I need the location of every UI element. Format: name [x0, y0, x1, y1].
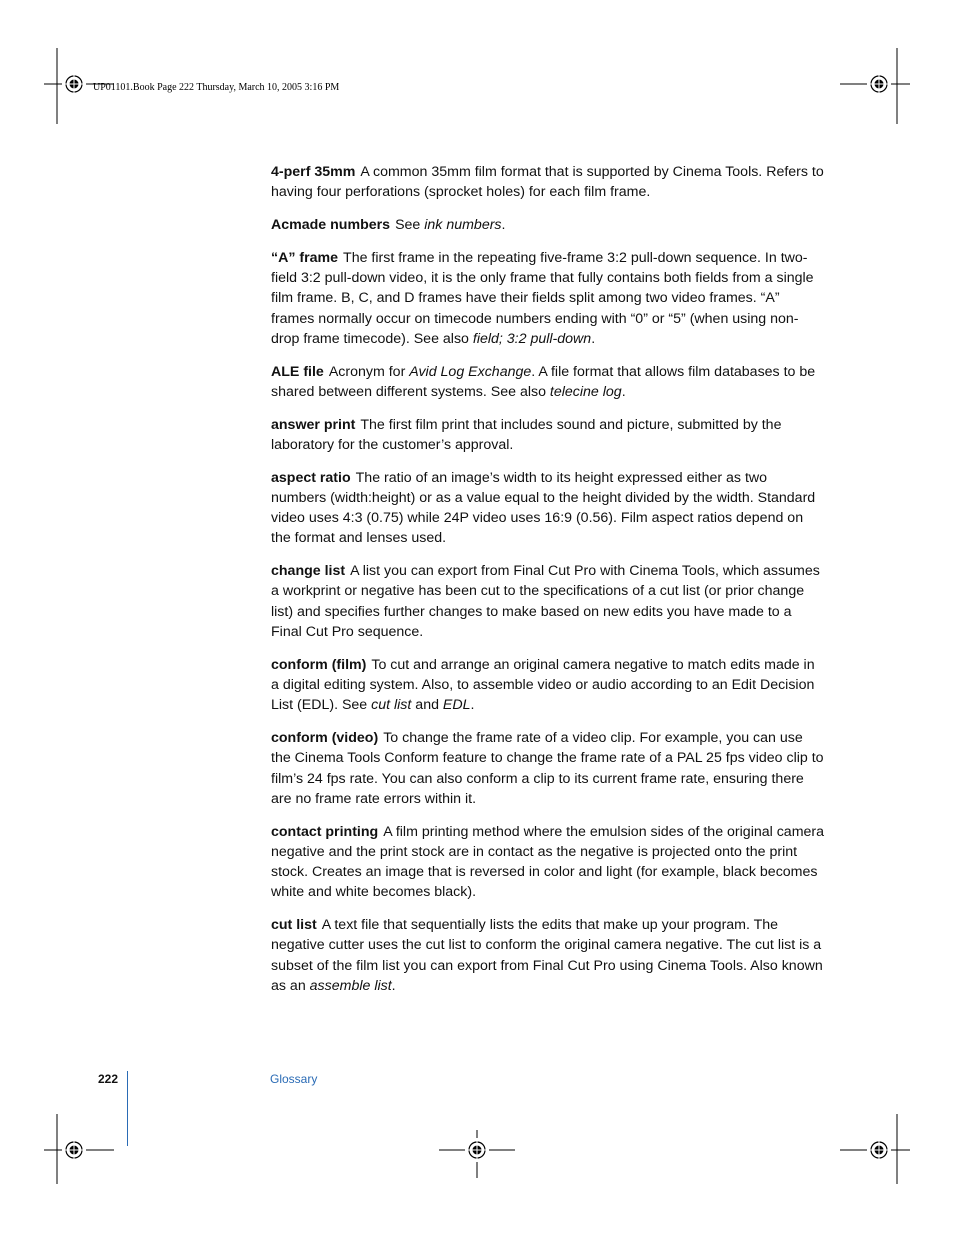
- glossary-definition-text: .: [470, 697, 475, 714]
- glossary-entry: [271, 468, 826, 549]
- glossary-entry: [271, 655, 826, 716]
- glossary-cross-reference: cut list: [371, 697, 412, 714]
- glossary-definition-text: The first film print that includes sound and picture, submitted by the laboratory for the customer’s approval.: [271, 416, 782, 453]
- footer-divider: [127, 1071, 128, 1146]
- glossary-term: 4-perf 35mm: [271, 164, 356, 180]
- print-slug: UP01101.Book Page 222 Thursday, March 10, 2005 3:16 PM: [93, 82, 340, 93]
- glossary-definition-text: To cut and arrange an original camera negative to match edits made in a digital editing system. Also, to assemble video or audio according to an Edit Decision List (EDL). See: [271, 656, 815, 714]
- glossary-cross-reference: ink numbers: [424, 216, 502, 233]
- registration-mark-bottom-center-icon: [439, 1112, 515, 1182]
- registration-mark-bottom-right-icon: [840, 1112, 910, 1192]
- glossary-term: aspect ratio: [271, 469, 351, 486]
- glossary-entry: [271, 215, 826, 235]
- glossary-definition-text: The first frame in the repeating five-frame 3:2 pull-down sequence. In two-field 3:2 pull-down video, it is the only frame that fully contains both fields from a single film frame. B, C, and D frames have their fields split among two video frames. “A” frames normally occur on timecode numbers ending with “0” or “5” (when using non-drop frame timecode). See also: [271, 249, 814, 347]
- glossary-term: cut list: [271, 917, 317, 934]
- glossary-entry: [271, 248, 826, 349]
- glossary-term: Acmade numbers: [271, 216, 391, 233]
- glossary-definition-text: and: [411, 697, 443, 714]
- page-number: 222: [98, 1072, 119, 1086]
- glossary-cross-reference: telecine log: [549, 383, 622, 400]
- glossary-entry: [271, 415, 826, 456]
- glossary-entry: [271, 362, 826, 403]
- glossary-definition-text: .: [591, 330, 596, 347]
- registration-mark-bottom-left-icon: [44, 1112, 114, 1192]
- footer-section-label: Glossary: [270, 1072, 318, 1086]
- glossary-term: contact printing: [271, 823, 379, 840]
- glossary-cross-reference: Avid Log Exchange: [409, 363, 532, 380]
- glossary-definition-text: A text file that sequentially lists the edits that make up your program. The negative cutter uses the cut list to conform the original camera negative. The cut list is a subset of the film list you can export from Final Cut Pro using Cinema Tools. Also known as an: [271, 917, 823, 994]
- glossary-definition-text: .: [501, 216, 506, 233]
- glossary-entry: [271, 822, 826, 903]
- glossary-term: conform (video): [271, 729, 379, 746]
- glossary-definition-text: .: [621, 383, 626, 400]
- glossary-definition-text: A list you can export from Final Cut Pro with Cinema Tools, which assumes a workprint or negative has been cut to the specifications of a cut list (or prior change list) and specifies further changes to make based on new edits you have made to a Final Cut Pro sequence.: [271, 563, 820, 640]
- glossary-entry: [271, 162, 826, 203]
- glossary-entry: [271, 915, 826, 996]
- glossary-definition-text: See: [395, 216, 425, 233]
- glossary-term: answer print: [271, 416, 356, 433]
- glossary-term: change list: [271, 563, 346, 580]
- glossary-definition-text: To change the frame rate of a video clip. For example, you can use the Cinema Tools Conform feature to change the frame rate of a PAL 25 fps video clip to film’s 24 fps rate. You can also conform a clip to its current frame rate, ensuring there are no frame rate errors within it.: [271, 729, 824, 807]
- glossary-entry: [271, 561, 826, 642]
- glossary-definition-text: . A file format that allows film databases to be shared between different systems. See also: [271, 363, 816, 400]
- glossary-cross-reference: EDL: [442, 697, 471, 714]
- glossary-term: conform (film): [271, 656, 367, 673]
- glossary-definition-text: A common 35mm film format that is supported by Cinema Tools. Refers to having four perforations (sprocket holes) for each film frame.: [271, 164, 824, 201]
- glossary-definition-text: A film printing method where the emulsion sides of the original camera negative and the print stock are in contact as the negative is projected onto the print stock. Creates an image that is reversed in color and light (for example, black becomes white and white becomes black).: [271, 823, 825, 901]
- glossary-cross-reference: assemble list: [309, 978, 392, 994]
- glossary-entry: [271, 728, 826, 809]
- registration-mark-top-left-icon: [44, 46, 114, 126]
- glossary-definition-text: Acronym for: [328, 363, 410, 380]
- glossary-definition-text: The ratio of an image’s width to its height expressed either as two numbers (width:height) or as a value equal to the height divided by the width. Standard video uses 4:3 (0.75) while 24P video uses 16:9 (0.56). Film aspect ratios depend on the format and lenses used.: [271, 469, 816, 547]
- glossary-entries: [271, 162, 826, 1009]
- glossary-term: ALE file: [271, 363, 324, 380]
- glossary-term: “A” frame: [271, 249, 339, 266]
- registration-mark-top-right-icon: [840, 46, 910, 126]
- glossary-definition-text: .: [391, 978, 396, 994]
- glossary-cross-reference: field; 3:2 pull-down: [472, 330, 592, 347]
